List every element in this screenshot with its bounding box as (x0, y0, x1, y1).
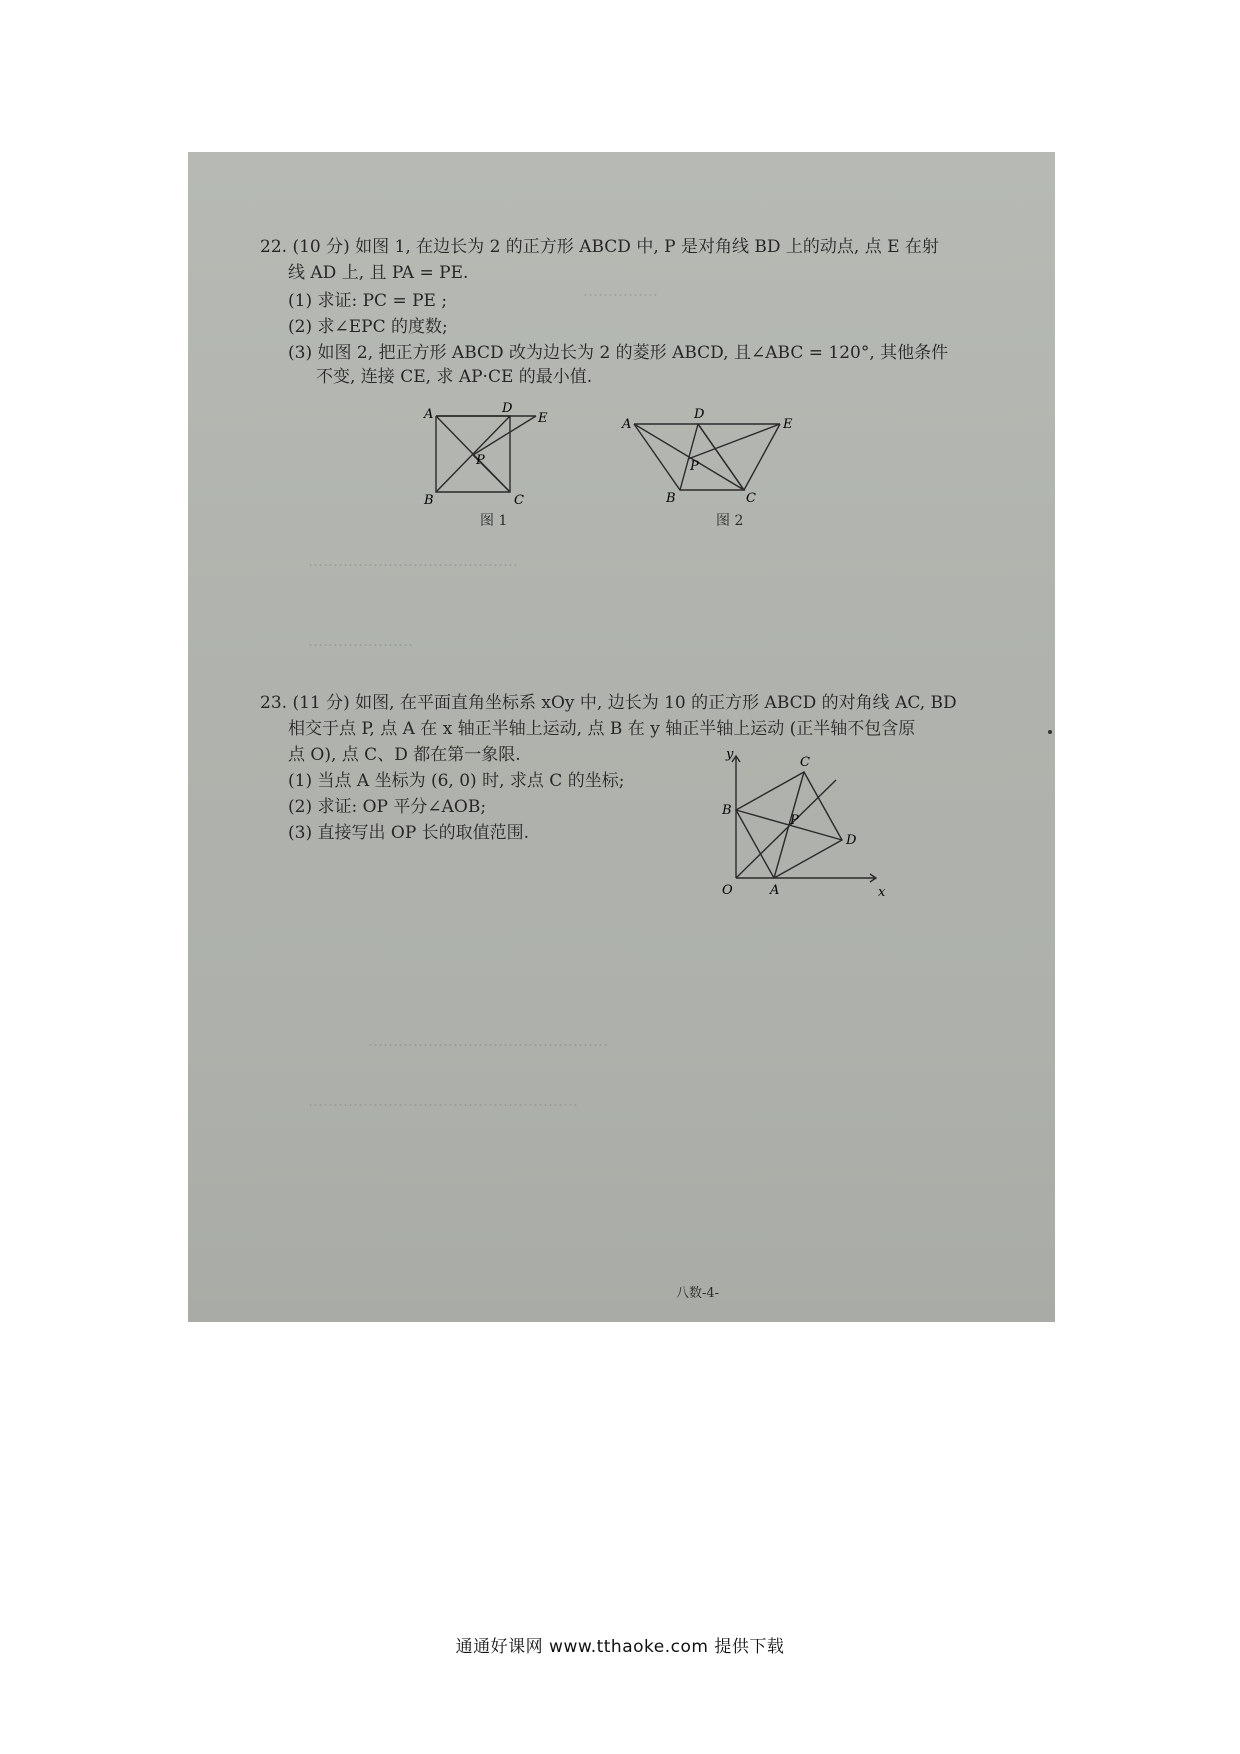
fig3-label-c: C (800, 755, 810, 770)
fig3-label-x: x (878, 885, 886, 900)
fig2-label-e: E (783, 417, 793, 432)
problem-23-stem-line-1: 23. (11 分) 如图, 在平面直角坐标系 xOy 中, 边长为 10 的正方形 ABCD 的对角线 AC, BD (260, 693, 957, 713)
problem-23-part-2: (2) 求证: OP 平分∠AOB; (288, 797, 487, 817)
fig3-label-d: D (846, 833, 857, 848)
figure-2-rhombus-diagram (620, 404, 800, 508)
show-through-text: ……………………………………………… (308, 1092, 578, 1110)
figure-1-caption: 图 1 (480, 513, 508, 529)
fig2-label-d: D (694, 407, 705, 422)
fig1-label-p: P (476, 453, 485, 468)
problem-23-part-1: (1) 当点 A 坐标为 (6, 0) 时, 求点 C 的坐标; (288, 771, 625, 791)
fig3-label-b: B (722, 803, 732, 818)
fig1-label-a: A (424, 407, 434, 422)
problem-23-stem-line-2: 相交于点 P, 点 A 在 x 轴正半轴上运动, 点 B 在 y 轴正半轴上运动 (正半轴不包含原 (288, 719, 916, 739)
show-through-text: ………………………………………… (368, 1032, 608, 1050)
problem-23-part-3: (3) 直接写出 OP 长的取值范围. (288, 823, 530, 843)
fig1-label-e: E (538, 411, 548, 426)
fig1-label-d: D (502, 401, 513, 416)
fig2-label-p: P (690, 459, 699, 474)
fig1-label-c: C (514, 493, 524, 508)
page-number: 八数-4- (676, 1286, 720, 1301)
fig3-label-y: y (726, 748, 734, 762)
footer-download-notice: 通通好课网 www.tthaoke.com 提供下载 (455, 1637, 785, 1657)
figure-2-caption: 图 2 (716, 513, 744, 529)
fig2-label-c: C (746, 491, 756, 506)
show-through-text: …………………………………… (308, 552, 518, 570)
show-through-text: ………………… (308, 632, 413, 650)
problem-22-part-3-line-2: 不变, 连接 CE, 求 AP·CE 的最小值. (316, 367, 593, 387)
fig1-label-b: B (424, 493, 434, 508)
fig3-label-a: A (770, 883, 780, 898)
fig3-label-p: P (790, 813, 799, 828)
problem-22-stem-line-1: 22. (10 分) 如图 1, 在边长为 2 的正方形 ABCD 中, P 是对角线 BD 上的动点, 点 E 在射 (260, 237, 939, 257)
problem-22-part-1: (1) 求证: PC = PE ; (288, 291, 448, 311)
exam-page-photo (188, 152, 1055, 1322)
problem-22-part-2: (2) 求∠EPC 的度数; (288, 317, 448, 337)
fig2-label-b: B (666, 491, 676, 506)
problem-22-stem-line-2: 线 AD 上, 且 PA = PE. (288, 263, 469, 283)
show-through-text: …………… (583, 282, 658, 300)
problem-23-stem-line-3: 点 O), 点 C、D 都在第一象限. (288, 745, 521, 765)
fig3-label-o: O (722, 883, 733, 898)
figure-1-square-diagram (418, 400, 558, 508)
problem-23-coordinate-diagram (716, 748, 886, 908)
fig2-label-a: A (622, 417, 632, 432)
scan-speck (1048, 730, 1052, 734)
problem-22-part-3-line-1: (3) 如图 2, 把正方形 ABCD 改为边长为 2 的菱形 ABCD, 且∠ABC = 120°, 其他条件 (288, 343, 949, 363)
